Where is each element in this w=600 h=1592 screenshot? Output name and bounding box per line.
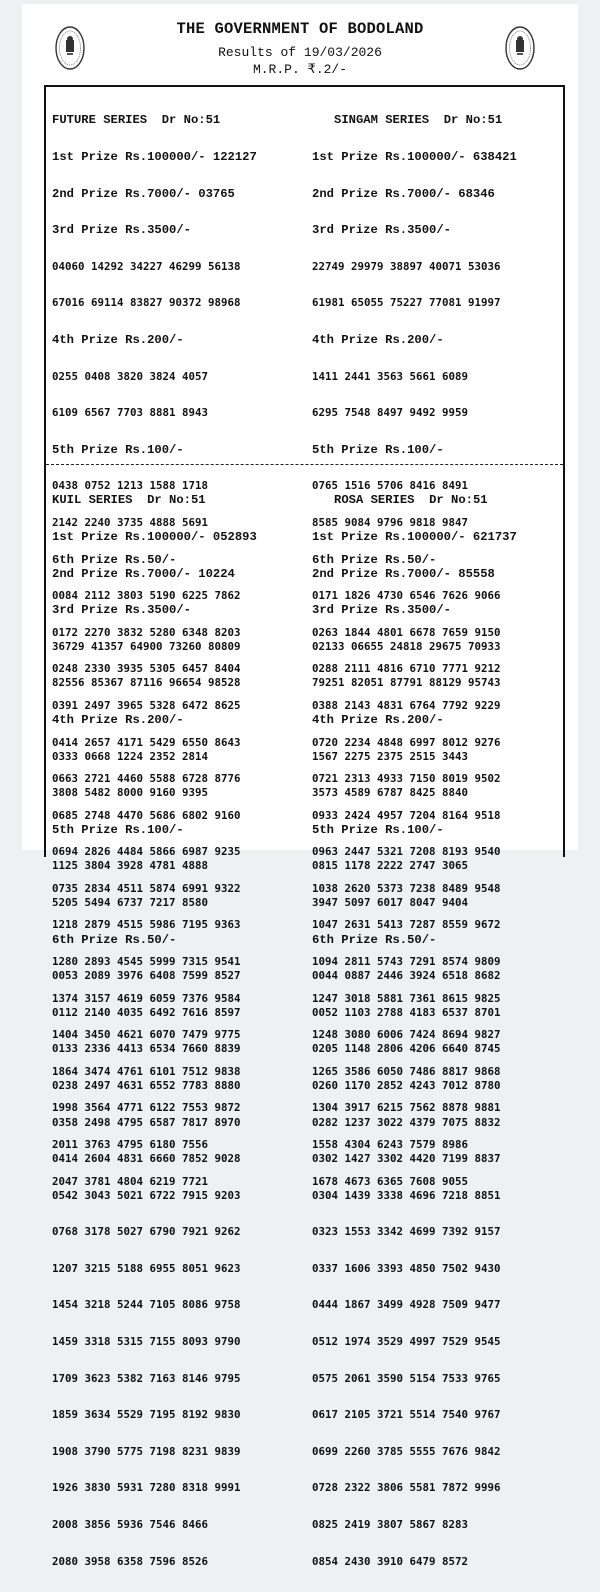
fourth-prize-row: 0255 0408 3820 3824 4057 (52, 369, 209, 383)
sixth-prize-row: 0282 1237 3022 4379 7075 8832 (312, 1115, 501, 1129)
emblem-icon (505, 26, 535, 70)
series-heading: ROSA SERIES Dr No:51 (334, 493, 488, 508)
sixth-prize-row: 1459 3318 5315 7155 8093 9790 (52, 1335, 241, 1349)
fourth-prize-row: 3808 5482 8000 9160 9395 (52, 786, 209, 800)
sixth-prize-row: 0248 2330 3935 5305 6457 8404 (52, 662, 241, 676)
sixth-prize-row: 1218 2879 4515 5986 7195 9363 (52, 918, 241, 932)
third-prize-label: 3rd Prize Rs.3500/- (312, 603, 451, 618)
header (22, 4, 578, 86)
sixth-prize-row: 0699 2260 3785 5555 7676 9842 (312, 1444, 501, 1458)
fifth-prize-row: 8585 9084 9796 9818 9847 (312, 515, 469, 529)
sixth-prize-row: 2080 3958 6358 7596 8526 (52, 1554, 209, 1568)
fourth-prize-label: 4th Prize Rs.200/- (52, 712, 184, 727)
sixth-prize-row: 0263 1844 4801 6678 7659 9150 (312, 625, 501, 639)
sixth-prize-row: 0512 1974 3529 4997 7529 9545 (312, 1335, 501, 1349)
sixth-prize-row: 2047 3781 4804 6219 7721 (52, 1174, 209, 1188)
fourth-prize-row: 6295 7548 8497 9492 9959 (312, 406, 469, 420)
sixth-prize-row: 0205 1148 2806 4206 6640 8745 (312, 1042, 501, 1056)
sixth-prize-label: 6th Prize Rs.50/- (312, 552, 437, 567)
sixth-prize-row: 1280 2893 4545 5999 7315 9541 (52, 955, 241, 969)
sixth-prize-row: 0685 2748 4470 5686 6802 9160 (52, 808, 241, 822)
sixth-prize-row: 0337 1606 3393 4850 7502 9430 (312, 1261, 501, 1275)
third-prize-row: 79251 82051 87791 88129 95743 (312, 676, 501, 690)
sixth-prize-row: 0260 1170 2852 4243 7012 8780 (312, 1078, 501, 1092)
sixth-prize-row: 0768 3178 5027 6790 7921 9262 (52, 1225, 241, 1239)
sixth-prize-row: 1038 2620 5373 7238 8489 9548 (312, 881, 501, 895)
sixth-prize-row: 0963 2447 5321 7208 8193 9540 (312, 845, 501, 859)
sixth-prize-row: 0414 2604 4831 6660 7852 9028 (52, 1152, 241, 1166)
sixth-prize-row: 0112 2140 4035 6492 7616 8597 (52, 1005, 241, 1019)
sixth-prize-row: 0053 2089 3976 6408 7599 8527 (52, 969, 241, 983)
sixth-prize-row: 1926 3830 5931 7280 8318 9991 (52, 1481, 241, 1495)
sixth-prize-row: 1558 4304 6243 7579 8986 (312, 1138, 469, 1152)
sixth-prize-row: 0052 1103 2788 4183 6537 8701 (312, 1005, 501, 1019)
sixth-prize-row: 0084 2112 3803 5190 6225 7862 (52, 589, 241, 603)
third-prize-label: 3rd Prize Rs.3500/- (52, 223, 191, 238)
results-sheet (22, 4, 578, 1568)
sixth-prize-row: 1207 3215 5188 6955 8051 9623 (52, 1261, 241, 1275)
third-prize-row: 36729 41357 64900 73260 80809 (52, 639, 241, 653)
fourth-prize-row: 0333 0668 1224 2352 2814 (52, 749, 209, 763)
fifth-prize-row: 3947 5097 6017 8047 9404 (312, 895, 469, 909)
sixth-prize-row: 1094 2811 5743 7291 8574 9809 (312, 955, 501, 969)
fifth-prize-label: 5th Prize Rs.100/- (52, 442, 184, 457)
sixth-prize-row: 0694 2826 4484 5866 6987 9235 (52, 845, 241, 859)
sixth-prize-row: 1998 3564 4771 6122 7553 9872 (52, 1101, 241, 1115)
mrp-price: M.R.P. ₹.2/- (252, 62, 348, 77)
sixth-prize-row: 0720 2234 4848 6997 8012 9276 (312, 735, 501, 749)
sixth-prize-row: 0933 2424 4957 7204 8164 9518 (312, 808, 501, 822)
third-prize-row: 02133 06655 24818 29675 70933 (312, 639, 501, 653)
results-date: Results of 19/03/2026 (218, 45, 382, 60)
page-title: THE GOVERNMENT OF BODOLAND (176, 20, 424, 38)
sixth-prize-row: 0542 3043 5021 6722 7915 9203 (52, 1188, 241, 1202)
sixth-prize-label: 6th Prize Rs.50/- (52, 552, 177, 567)
sixth-prize-row: 0172 2270 3832 5280 6348 8203 (52, 625, 241, 639)
section-divider (46, 464, 563, 465)
fifth-prize-label: 5th Prize Rs.100/- (52, 822, 184, 837)
sixth-prize-label: 6th Prize Rs.50/- (52, 932, 177, 947)
third-prize-row: 82556 85367 87116 96654 98528 (52, 676, 241, 690)
sixth-prize-row: 0617 2105 3721 5514 7540 9767 (312, 1408, 501, 1422)
sixth-prize-row: 1265 3586 6050 7486 8817 9868 (312, 1064, 501, 1078)
fourth-prize-row: 1411 2441 3563 5661 6089 (312, 369, 469, 383)
series-rosa (312, 470, 517, 1592)
sixth-prize-label: 6th Prize Rs.50/- (312, 932, 437, 947)
sixth-prize-row: 1709 3623 5382 7163 8146 9795 (52, 1371, 241, 1385)
sixth-prize-row: 0444 1867 3499 4928 7509 9477 (312, 1298, 501, 1312)
sixth-prize-row: 0735 2834 4511 5874 6991 9322 (52, 881, 241, 895)
first-prize: 1st Prize Rs.100000/- 638421 (312, 150, 517, 164)
fourth-prize-label: 4th Prize Rs.200/- (312, 712, 444, 727)
second-prize: 2nd Prize Rs.7000/- 68346 (312, 186, 495, 201)
sixth-prize-row: 2011 3763 4795 6180 7556 (52, 1138, 209, 1152)
third-prize-label: 3rd Prize Rs.3500/- (312, 223, 451, 238)
sixth-prize-row: 1908 3790 5775 7198 8231 9839 (52, 1444, 241, 1458)
third-prize-row: 04060 14292 34227 46299 56138 (52, 259, 241, 273)
second-prize: 2nd Prize Rs.7000/- 03765 (52, 186, 235, 201)
sixth-prize-row: 1047 2631 5413 7287 8559 9672 (312, 918, 501, 932)
fifth-prize-label: 5th Prize Rs.100/- (312, 822, 444, 837)
results-box (44, 85, 565, 1568)
fourth-prize-row: 6109 6567 7703 8881 8943 (52, 406, 209, 420)
third-prize-row: 22749 29979 38897 40071 53036 (312, 259, 501, 273)
sixth-prize-row: 0044 0887 2446 3924 6518 8682 (312, 969, 501, 983)
sixth-prize-row: 0721 2313 4933 7150 8019 9502 (312, 772, 501, 786)
fifth-prize-row: 1125 3804 3928 4781 4888 (52, 859, 209, 873)
series-heading: SINGAM SERIES Dr No:51 (334, 113, 503, 128)
sixth-prize-row: 2008 3856 5936 7546 8466 (52, 1518, 209, 1532)
sixth-prize-row: 0825 2419 3807 5867 8283 (312, 1518, 469, 1532)
sixth-prize-row: 0288 2111 4816 6710 7771 9212 (312, 662, 501, 676)
sixth-prize-row: 0414 2657 4171 5429 6550 8643 (52, 735, 241, 749)
sixth-prize-row: 1859 3634 5529 7195 8192 9830 (52, 1408, 241, 1422)
sixth-prize-row: 0133 2336 4413 6534 7660 8839 (52, 1042, 241, 1056)
sixth-prize-row: 1454 3218 5244 7105 8086 9758 (52, 1298, 241, 1312)
third-prize-row: 61981 65055 75227 77081 91997 (312, 296, 501, 310)
sixth-prize-row: 0323 1553 3342 4699 7392 9157 (312, 1225, 501, 1239)
sixth-prize-row: 0171 1826 4730 6546 7626 9066 (312, 589, 501, 603)
fifth-prize-row: 0438 0752 1213 1588 1718 (52, 479, 209, 493)
sixth-prize-row: 0663 2721 4460 5588 6728 8776 (52, 772, 241, 786)
second-prize: 2nd Prize Rs.7000/- 85558 (312, 566, 495, 581)
first-prize: 1st Prize Rs.100000/- 052893 (52, 530, 257, 544)
fifth-prize-row: 0815 1178 2222 2747 3065 (312, 859, 469, 873)
sixth-prize-row: 1374 3157 4619 6059 7376 9584 (52, 991, 241, 1005)
series-kuil (52, 470, 257, 1592)
sixth-prize-row: 0388 2143 4831 6764 7792 9229 (312, 698, 501, 712)
sixth-prize-row: 0728 2322 3806 5581 7872 9996 (312, 1481, 501, 1495)
sixth-prize-row: 1247 3018 5881 7361 8615 9825 (312, 991, 501, 1005)
sixth-prize-row: 0302 1427 3302 4420 7199 8837 (312, 1152, 501, 1166)
sixth-prize-row: 0575 2061 3590 5154 7533 9765 (312, 1371, 501, 1385)
first-prize: 1st Prize Rs.100000/- 621737 (312, 530, 517, 544)
fourth-prize-label: 4th Prize Rs.200/- (312, 332, 444, 347)
sixth-prize-row: 1864 3474 4761 6101 7512 9838 (52, 1064, 241, 1078)
fifth-prize-row: 5205 5494 6737 7217 8580 (52, 895, 209, 909)
sixth-prize-row: 0358 2498 4795 6587 7817 8970 (52, 1115, 241, 1129)
series-heading: KUIL SERIES Dr No:51 (52, 493, 206, 508)
sixth-prize-row: 1304 3917 6215 7562 8878 9881 (312, 1101, 501, 1115)
first-prize: 1st Prize Rs.100000/- 122127 (52, 150, 257, 164)
second-prize: 2nd Prize Rs.7000/- 10224 (52, 566, 235, 581)
fifth-prize-row: 2142 2240 3735 4888 5691 (52, 515, 209, 529)
series-heading: FUTURE SERIES Dr No:51 (52, 113, 221, 128)
sixth-prize-row: 1248 3080 6006 7424 8694 9827 (312, 1028, 501, 1042)
sixth-prize-row: 0391 2497 3965 5328 6472 8625 (52, 698, 241, 712)
fifth-prize-row: 0765 1516 5706 8416 8491 (312, 479, 469, 493)
sixth-prize-row: 1404 3450 4621 6070 7479 9775 (52, 1028, 241, 1042)
sixth-prize-row: 0854 2430 3910 6479 8572 (312, 1554, 469, 1568)
sixth-prize-row: 0238 2497 4631 6552 7783 8880 (52, 1078, 241, 1092)
fifth-prize-label: 5th Prize Rs.100/- (312, 442, 444, 457)
fourth-prize-label: 4th Prize Rs.200/- (52, 332, 184, 347)
fourth-prize-row: 1567 2275 2375 2515 3443 (312, 749, 469, 763)
sixth-prize-row: 1678 4673 6365 7608 9055 (312, 1174, 469, 1188)
third-prize-row: 67016 69114 83827 90372 98968 (52, 296, 241, 310)
sixth-prize-row: 0304 1439 3338 4696 7218 8851 (312, 1188, 501, 1202)
fourth-prize-row: 3573 4589 6787 8425 8840 (312, 786, 469, 800)
third-prize-label: 3rd Prize Rs.3500/- (52, 603, 191, 618)
